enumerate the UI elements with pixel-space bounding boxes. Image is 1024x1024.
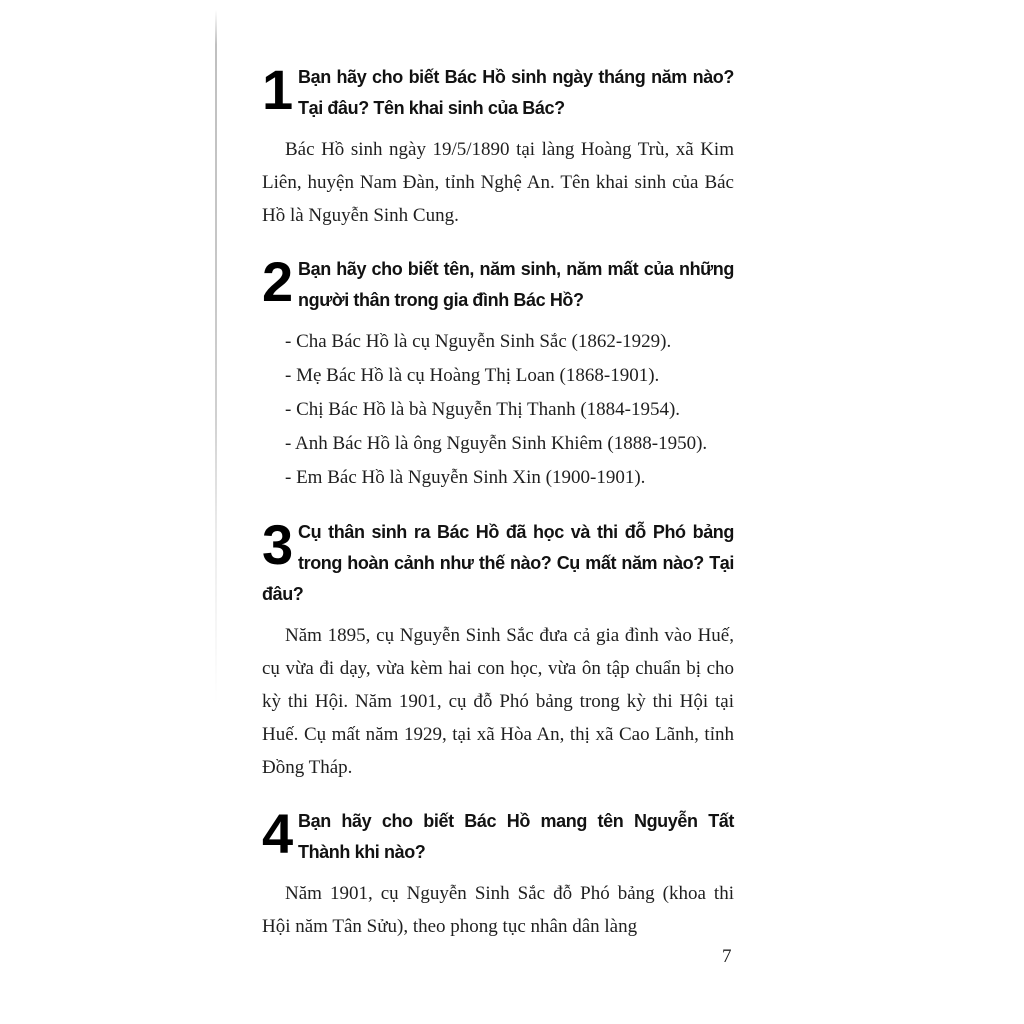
question-number: 2 xyxy=(262,250,294,313)
question-text: Bạn hãy cho biết Bác Hồ mang tên Nguyễn Tất Thành khi nào? xyxy=(298,811,734,862)
question-text: Bạn hãy cho biết tên, năm sinh, năm mất của những người thân trong gia đình Bác Hồ? xyxy=(298,259,734,310)
page-edge-shadow xyxy=(215,10,217,705)
question-text: Cụ thân sinh ra Bác Hồ đã học và thi đỗ Phó bảng trong hoàn cảnh như thế nào? Cụ mất năm nào? Tại đâu? xyxy=(262,522,734,604)
qa-block xyxy=(262,58,734,232)
question-heading xyxy=(262,513,734,610)
answer-list-item: - Anh Bác Hồ là ông Nguyễn Sinh Khiêm (1888-1950). xyxy=(285,433,708,454)
page-number: 7 xyxy=(722,946,732,967)
question-text: Bạn hãy cho biết Bác Hồ sinh ngày tháng năm nào? Tại đâu? Tên khai sinh của Bác? xyxy=(298,67,734,118)
answer-paragraph: Bác Hồ sinh ngày 19/5/1890 tại làng Hoàng Trù, xã Kim Liên, huyện Nam Đàn, tỉnh Nghệ An. Tên khai sinh của Bác Hồ là Nguyễn Sinh Cung. xyxy=(262,139,734,226)
answer-list-item: - Cha Bác Hồ là cụ Nguyễn Sinh Sắc (1862-1929). xyxy=(285,331,672,352)
answer-list-item: - Chị Bác Hồ là bà Nguyễn Thị Thanh (1884-1954). xyxy=(285,399,681,420)
qa-block xyxy=(262,250,734,495)
qa-block xyxy=(262,802,734,943)
question-number: 4 xyxy=(262,802,294,865)
question-number: 1 xyxy=(262,58,294,121)
page-content xyxy=(262,58,734,965)
qa-block xyxy=(262,513,734,784)
answer-list-item: - Mẹ Bác Hồ là cụ Hoàng Thị Loan (1868-1901). xyxy=(285,365,660,386)
question-heading xyxy=(262,58,734,124)
answer-list-item: - Em Bác Hồ là Nguyễn Sinh Xin (1900-1901). xyxy=(285,467,646,488)
answer-paragraph: Năm 1901, cụ Nguyễn Sinh Sắc đỗ Phó bảng (khoa thi Hội năm Tân Sửu), theo phong tục nhân dân làng xyxy=(262,883,734,937)
question-number: 3 xyxy=(262,513,294,576)
answer-paragraph: Năm 1895, cụ Nguyễn Sinh Sắc đưa cả gia đình vào Huế, cụ vừa đi dạy, vừa kèm hai con học, vừa ôn tập chuẩn bị cho kỳ thi Hội. Năm 1901, cụ đỗ Phó bảng trong kỳ thi Hội tại Huế. Cụ mất năm 1929, tại xã Hòa An, thị xã Cao Lãnh, tỉnh Đồng Tháp. xyxy=(262,625,734,778)
question-heading xyxy=(262,802,734,868)
question-heading xyxy=(262,250,734,316)
